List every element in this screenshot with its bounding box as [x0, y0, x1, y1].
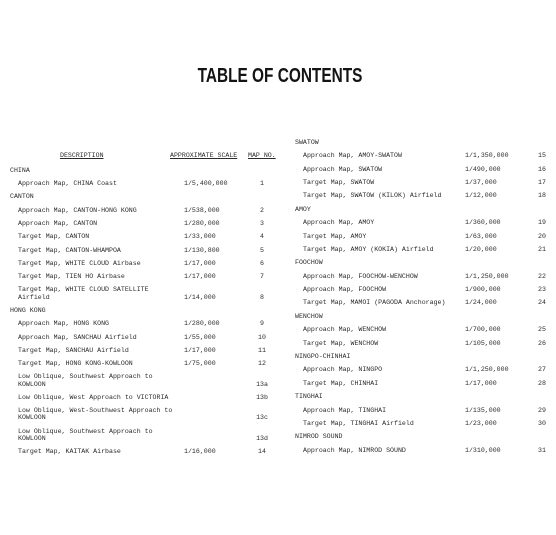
toc-entry	[295, 179, 555, 186]
entry-description: Approach Map, CANTON-HONG KONG	[18, 206, 137, 214]
entry-scale: 1/900,000	[465, 286, 501, 294]
entry-map-number: 5	[260, 246, 264, 254]
entry-description: Target Map, WENCHOW	[303, 339, 379, 347]
toc-entry	[10, 448, 276, 455]
toc-entry	[295, 192, 555, 199]
entry-description: Target Map, CHINHAI	[303, 379, 379, 387]
toc-right-column	[295, 139, 555, 460]
entry-map-number: 10	[258, 333, 266, 341]
section-heading: FOOCHOW	[295, 259, 323, 267]
entry-map-number: 13c	[256, 414, 268, 422]
section-heading: HONG KONG	[10, 306, 46, 314]
entry-map-number: 1	[260, 180, 264, 188]
toc-entry	[295, 380, 555, 387]
toc-left-column	[10, 152, 276, 462]
entry-scale: 1/490,000	[465, 165, 501, 173]
entry-description: Target Map, CANTON	[18, 233, 90, 241]
entry-description: Target Map, AMOY (KOKIA) Airfield	[303, 245, 434, 253]
entry-map-number: 2	[260, 206, 264, 214]
entry-map-number: 13a	[256, 380, 268, 388]
entry-scale: 1/130,800	[184, 246, 220, 254]
entry-description: Target Map, TINGHAI Airfield	[303, 420, 414, 427]
entry-map-number: 28	[538, 379, 546, 387]
entry-map-number: 31	[538, 446, 546, 454]
entry-scale: 1/105,000	[465, 339, 501, 347]
toc-entry	[10, 394, 276, 401]
toc-entry	[295, 447, 555, 454]
entry-description: Low Oblique, Southwest Approach to KOWLOON	[18, 427, 153, 442]
section-heading: SWATOW	[295, 138, 319, 146]
toc-entry	[295, 219, 555, 226]
entry-map-number: 25	[538, 326, 546, 334]
toc-entry	[295, 166, 555, 173]
entry-scale: 1/1,250,000	[465, 366, 509, 374]
entry-map-number: 3	[260, 219, 264, 227]
entry-scale: 1/17,000	[184, 273, 216, 281]
entry-description: Approach Map, CANTON	[18, 219, 98, 227]
entry-description: Target Map, SWATOW (KILOK) Airfield	[303, 192, 442, 200]
entry-description: Target Map, SWATOW	[303, 178, 375, 186]
toc-entry	[295, 233, 555, 240]
entry-description: Target Map, SANCHAU Airfield	[18, 346, 129, 354]
entry-map-number: 13d	[256, 434, 268, 442]
entry-description: Approach Map, NINGPO	[303, 366, 383, 374]
section-heading: CHINA	[10, 166, 30, 174]
entry-scale: 1/280,000	[184, 219, 220, 227]
entry-scale: 1/538,000	[184, 206, 220, 214]
toc-entry	[295, 152, 555, 159]
entry-map-number: 14	[258, 448, 266, 456]
toc-entry	[295, 420, 555, 427]
toc-entry	[10, 207, 276, 214]
entry-description: Target Map, AMOY	[303, 232, 367, 240]
toc-entry	[295, 326, 555, 333]
entry-scale: 1/24,000	[465, 299, 497, 307]
entry-description: Target Map, KAITAK Airbase	[18, 448, 121, 456]
section-heading: NIMROD SOUND	[295, 433, 343, 441]
entry-map-number: 17	[538, 178, 546, 186]
entry-scale: 1/20,000	[465, 245, 497, 253]
entry-description: Target Map, WHITE CLOUD SATELLITE Airfield	[18, 286, 149, 301]
entry-map-number: 27	[538, 366, 546, 374]
toc-entry	[10, 180, 276, 187]
entry-scale: 1/17,000	[465, 379, 497, 387]
entry-map-number: 20	[538, 232, 546, 240]
entry-map-number: 7	[260, 273, 264, 281]
page-title: TABLE OF CONTENTS	[197, 64, 363, 87]
toc-entry	[295, 407, 555, 414]
toc-entry	[10, 347, 276, 354]
entry-description: Approach Map, AMOY-SWATOW	[303, 152, 402, 160]
entry-scale: 1/63,000	[465, 232, 497, 240]
section-heading: AMOY	[295, 205, 311, 213]
entry-map-number: 29	[538, 406, 546, 414]
entry-description: Approach Map, SANCHAU Airfield	[18, 333, 137, 341]
toc-entry	[10, 428, 276, 442]
entry-scale: 1/55,000	[184, 333, 216, 341]
entry-map-number: 6	[260, 259, 264, 267]
section-heading: NINGPO-CHINHAI	[295, 353, 351, 361]
entry-map-number: 26	[538, 339, 546, 347]
column-header-map-number: MAP NO.	[248, 151, 276, 159]
entry-map-number: 12	[258, 360, 266, 368]
entry-description: Approach Map, TINGHAI	[303, 406, 387, 414]
entry-map-number: 8	[260, 293, 264, 301]
entry-map-number: 9	[260, 320, 264, 328]
entry-scale: 1/5,400,000	[184, 180, 228, 188]
entry-map-number: 16	[538, 165, 546, 173]
entry-description: Target Map, MAMOI (PAGODA Anchorage)	[303, 299, 446, 307]
toc-entry	[295, 286, 555, 293]
entry-description: Approach Map, FOOCHOW-WENCHOW	[303, 272, 418, 280]
entry-scale: 1/1,250,000	[465, 272, 509, 280]
entry-description: Target Map, HONG KONG-KOWLOON	[18, 360, 133, 368]
entry-map-number: 15	[538, 152, 546, 160]
toc-entry	[295, 366, 555, 373]
entry-scale: 1/700,000	[465, 326, 501, 334]
toc-entry	[10, 360, 276, 367]
entry-scale: 1/17,000	[184, 346, 216, 354]
entry-scale: 1/17,000	[184, 259, 216, 267]
section-heading: TINGHAI	[295, 393, 323, 401]
column-header-description: DESCRIPTION	[60, 151, 104, 159]
entry-description: Approach Map, WENCHOW	[303, 326, 387, 334]
entry-scale: 1/310,000	[465, 446, 501, 454]
entry-scale: 1/1,350,000	[465, 152, 509, 160]
entry-map-number: 22	[538, 272, 546, 280]
toc-entry	[10, 320, 276, 327]
entry-description: Target Map, CANTON-WHAMPOA	[18, 246, 121, 254]
entry-description: Low Oblique, Southwest Approach to KOWLOON	[18, 373, 153, 388]
entry-map-number: 21	[538, 245, 546, 253]
section-heading: WENCHOW	[295, 312, 323, 320]
entry-map-number: 23	[538, 286, 546, 294]
section-heading: CANTON	[10, 193, 34, 201]
entry-scale: 1/75,000	[184, 360, 216, 368]
entry-scale: 1/280,000	[184, 320, 220, 328]
toc-entry	[10, 273, 276, 280]
column-headers	[10, 152, 276, 159]
entry-map-number: 30	[538, 420, 546, 427]
entry-map-number: 11	[258, 346, 266, 354]
toc-entry	[10, 373, 276, 387]
entry-description: Approach Map, NIMROD SOUND	[303, 446, 406, 454]
entry-description: Low Oblique, West Approach to VICTORIA	[18, 393, 169, 401]
entry-scale: 1/33,000	[184, 233, 216, 241]
entry-scale: 1/37,000	[465, 178, 497, 186]
toc-entry	[10, 247, 276, 254]
toc-entry	[295, 273, 555, 280]
entry-scale: 1/12,000	[465, 192, 497, 200]
toc-entry	[295, 246, 555, 253]
entry-scale: 1/14,000	[184, 293, 216, 301]
entry-description: Target Map, TIEN HO Airbase	[18, 273, 125, 281]
entry-map-number: 19	[538, 219, 546, 227]
entry-scale: 1/135,000	[465, 406, 501, 414]
entry-description: Approach Map, FOOCHOW	[303, 286, 387, 294]
entry-scale: 1/23,000	[465, 420, 497, 427]
column-header-scale: APPROXIMATE SCALE	[170, 151, 238, 159]
toc-entry	[10, 260, 276, 267]
toc-entry	[10, 233, 276, 240]
entry-map-number: 13b	[256, 393, 268, 401]
entry-description: Approach Map, AMOY	[303, 219, 375, 227]
entry-map-number: 18	[538, 192, 546, 200]
entry-map-number: 24	[538, 299, 546, 307]
entry-description: Approach Map, SWATOW	[303, 165, 383, 173]
toc-entry	[295, 299, 555, 306]
toc-entry	[10, 220, 276, 227]
entry-description: Approach Map, CHINA Coast	[18, 180, 117, 188]
toc-entry	[10, 407, 276, 421]
entry-map-number: 4	[260, 233, 264, 241]
toc-entry	[10, 334, 276, 341]
toc-entry	[10, 286, 276, 300]
entry-description: Approach Map, HONG KONG	[18, 320, 110, 328]
entry-scale: 1/16,000	[184, 448, 216, 456]
entry-description: Low Oblique, West-Southwest Approach to KOWLOON	[18, 407, 173, 422]
entry-scale: 1/360,000	[465, 219, 501, 227]
entry-description: Target Map, WHITE CLOUD Airbase	[18, 259, 141, 267]
toc-entry	[295, 340, 555, 347]
